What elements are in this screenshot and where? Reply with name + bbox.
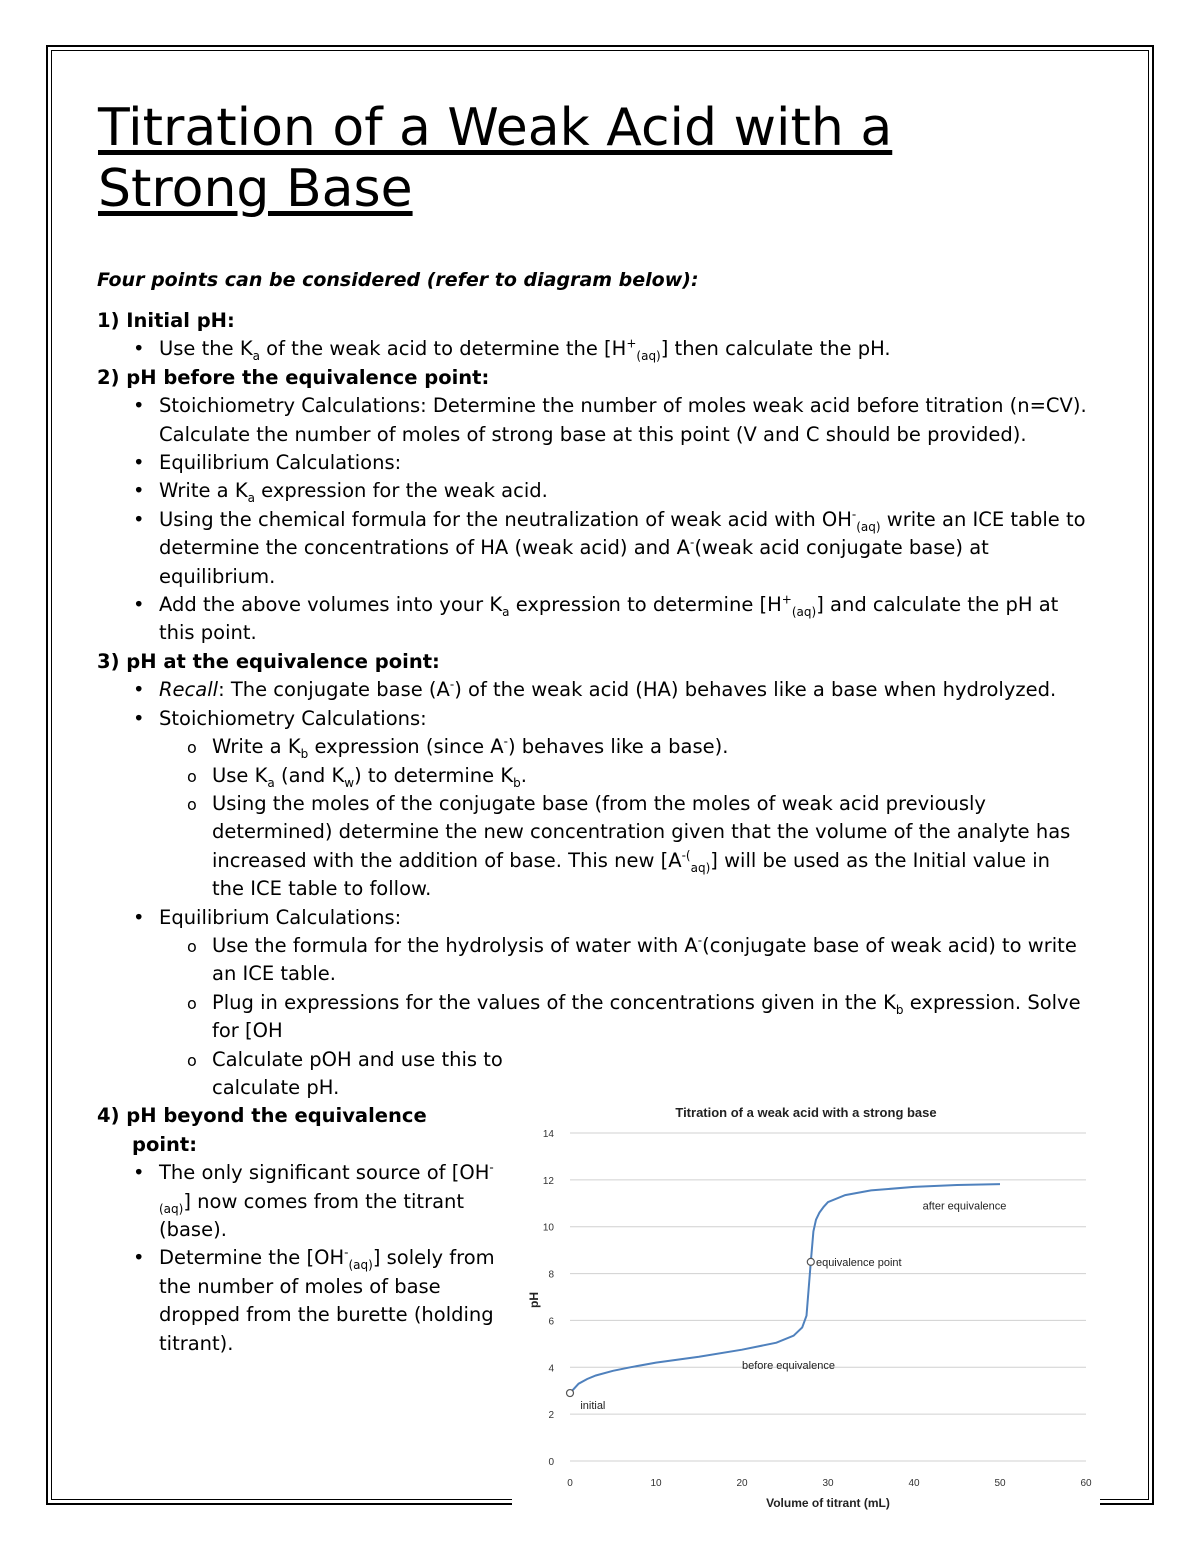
section-3-list	[97, 676, 1087, 1102]
chart-grid	[570, 1133, 1086, 1461]
list-item: • Stoichiometry Calculations: Determine the number of moles weak acid before titration (n=CV). Calculate the number of moles of strong base at this point (V and C should be provided).	[159, 392, 1087, 449]
x-axis-label: Volume of titrant (mL)	[766, 1496, 890, 1510]
y-tick-labels	[543, 1129, 555, 1468]
section-1-list	[97, 335, 1087, 363]
annotation-label: equivalence point	[815, 1256, 902, 1269]
page-title: Titration of a Weak Acid with a Strong Base	[98, 98, 893, 219]
titration-chart	[512, 1095, 1100, 1515]
x-tick-label: 50	[994, 1478, 1006, 1489]
x-tick-label: 20	[736, 1478, 748, 1489]
titration-chart-svg	[512, 1095, 1100, 1515]
chart-title: Titration of a weak acid with a strong base	[675, 1105, 937, 1120]
annotation-label: initial	[580, 1399, 606, 1412]
chart-annotations	[580, 1201, 1006, 1412]
list-item: • Using the chemical formula for the neutralization of weak acid with $OH^-_{(aq)}$ write an ICE table to determine the concentrations of HA (weak acid) and A-(weak acid conjugate base) at equilibrium.	[159, 506, 1087, 591]
sub-list-item: o Write a $K_b$ expression (since A-) behaves like a base).	[212, 733, 1087, 761]
sub-list-item: o Using the moles of the conjugate base (from the moles of weak acid previously determined) determine the new concentration given that the volume of the analyte has increased with the addition of base. This new $[A^{-(}_{aq)}]$ will be used as the Initial value in the ICE table to follow.	[212, 790, 1087, 904]
point-marker	[807, 1258, 814, 1265]
y-tick-label: 10	[542, 1222, 554, 1234]
section-1-heading: 1) Initial pH:	[97, 309, 235, 332]
section-3-sublist-2	[159, 932, 1087, 1102]
sub-list-item: o Use $K_a$ (and $K_w$) to determine $K_b$.	[212, 762, 1087, 790]
section-2-list	[97, 392, 1087, 648]
list-item: • Write a $K_a$ expression for the weak acid.	[159, 477, 1087, 505]
y-tick-label: 8	[548, 1269, 554, 1281]
sub-list-item: o Calculate pOH and use this to calculate pH.	[212, 1046, 512, 1103]
section-3-sublist-1	[159, 733, 1087, 903]
chart-markers	[567, 1258, 815, 1396]
sub-list-item: o Plug in expressions for the values of the concentrations given in the $K_b$ expression. Solve for [OH	[212, 989, 1087, 1046]
list-item: • Stoichiometry Calculations: o Write a $K_b$ expression (since A-) behaves like a base). o Use $K_a$ (and $K_w$) to determine $K_b$. o Using the moles of the conjugate base (from the moles of weak acid previously determined) determine the new concentration given that the volume of the analyte has increased with the addition of base. This new $[A^{-(}_{aq)}]$ will be used as the Initial value in the ICE table to follow.	[159, 705, 1087, 904]
x-tick-label: 40	[908, 1478, 920, 1489]
list-item: • Add the above volumes into your $K_a$ expression to determine $[H^+_{(aq)}]$ and calculate the pH at this point.	[159, 591, 1087, 648]
y-tick-label: 2	[548, 1410, 554, 1422]
y-tick-label: 12	[542, 1175, 554, 1187]
annotation-label: after equivalence	[922, 1200, 1007, 1213]
annotation-label: before equivalence	[742, 1359, 835, 1372]
x-tick-label: 10	[650, 1478, 662, 1489]
y-axis-label: pH	[527, 1292, 541, 1308]
list-item: • Equilibrium Calculations: o Use the formula for the hydrolysis of water with A-(conjugate base of weak acid) to write an ICE table. o Plug in expressions for the values of the concentrations given in the $K_b$ expression. Solve for [OH o Calculate pOH and use this to calculate pH.	[159, 904, 1087, 1103]
list-item: • The only significant source of $[OH^-_{(aq)}]$ now comes from the titrant (base).	[159, 1159, 499, 1244]
y-tick-label: 6	[548, 1316, 554, 1328]
section-4-heading: 4) pH beyond the equivalence point:	[97, 1104, 427, 1156]
y-tick-label: 4	[548, 1363, 554, 1375]
y-tick-label: 0	[548, 1457, 554, 1468]
intro-text: Four points can be considered (refer to diagram below):	[97, 269, 699, 291]
x-tick-labels	[567, 1478, 1092, 1489]
list-item: • Recall: The conjugate base (A-) of the weak acid (HA) behaves like a base when hydrolyzed.	[159, 676, 1087, 704]
list-item: • Use the $K_a$ of the weak acid to determine the $[H^+_{(aq)}]$ then calculate the pH.	[159, 335, 1087, 363]
x-tick-label: 60	[1080, 1478, 1092, 1489]
list-item: • Equilibrium Calculations:	[159, 449, 1087, 477]
sub-list-item: o Use the formula for the hydrolysis of water with A-(conjugate base of weak acid) to write an ICE table.	[212, 932, 1087, 989]
y-tick-label: 14	[542, 1129, 554, 1140]
list-item: • Determine the $[OH^-_{(aq)}]$ solely from the number of moles of base dropped from the burette (holding titrant).	[159, 1244, 499, 1358]
x-tick-label: 30	[822, 1478, 834, 1489]
point-marker	[567, 1390, 574, 1397]
section-2-heading: 2) pH before the equivalence point:	[97, 365, 490, 389]
x-tick-label: 0	[567, 1478, 573, 1489]
section-3-heading: 3) pH at the equivalence point:	[97, 649, 440, 673]
